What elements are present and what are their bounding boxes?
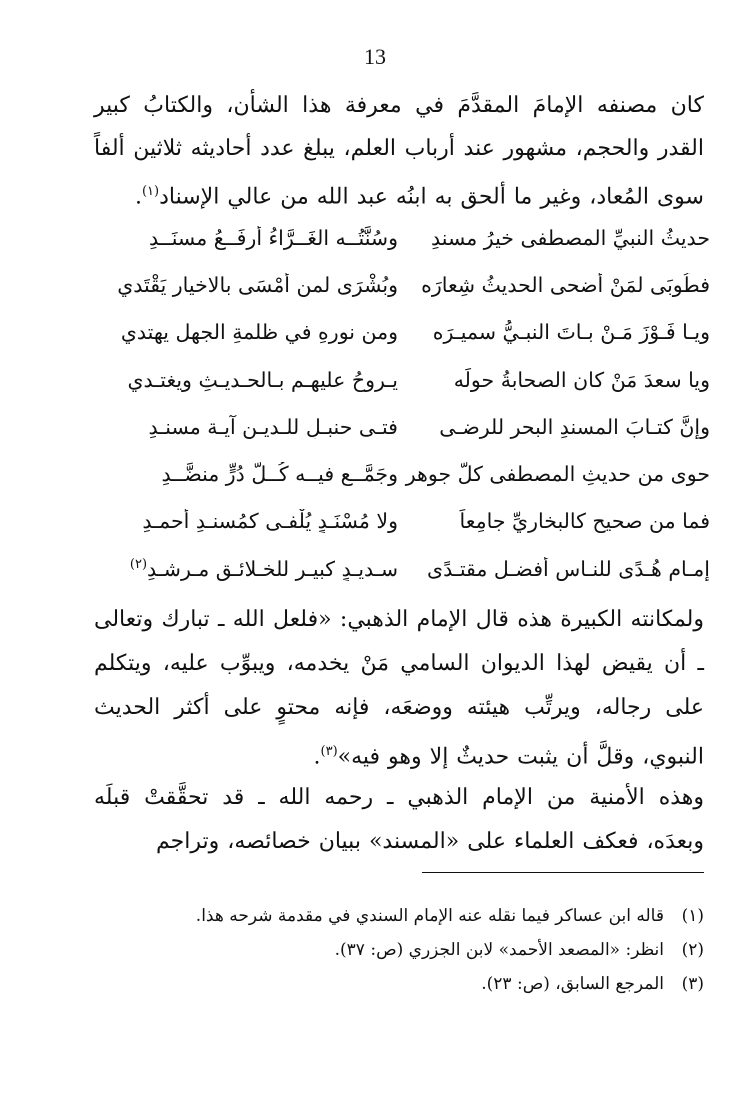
verse-first-hemistich: ويـا فَـوْزَ مَـنْ بـاتَ النبـيُّ سميـرَه xyxy=(432,320,710,345)
footnote-ref-2: (٢) xyxy=(129,556,148,572)
footnote-text: المرجع السابق، (ص: ٢٣). xyxy=(481,974,664,994)
verse-first-hemistich: فطُوبَى لمَنْ أضحى الحديثُ شِعارَه xyxy=(421,272,710,297)
poem-verse xyxy=(80,403,710,450)
intro-paragraph-text: كان مصنفه الإمامَ المقدَّمَ في معرفة هذا الشأن، والكتابُ كبير القدر والحجم، مشهور عند أرباب العلم، يبلغ عدد أحاديثه ثلاثين ألفاً سوى المُعاد، وغير ما ألحق به ابنُه عبد الله من عالي الإسناد xyxy=(94,93,704,210)
verse-first-hemistich: حوى من حديثِ المصطفى كلَّ جوهرٍ xyxy=(405,462,710,487)
footnote-number: (٣) xyxy=(681,974,704,994)
verse-second-hemistich: ومن نورهِ في ظلمةِ الجهلِ يهتدي xyxy=(120,320,398,345)
footnote-divider xyxy=(422,872,704,873)
closing-paragraph-text: وهذه الأمنية من الإمام الذهبي ـ رحمه الله ـ قد تحقَّقتْ قبلَه وبعدَه، فعكف العلماء على «المسند» ببيان خصائصه، وتراجم xyxy=(94,785,704,854)
footnote-ref-3: (٣) xyxy=(320,744,338,759)
intro-paragraph-end: . xyxy=(134,184,142,210)
poem-verse xyxy=(80,498,710,545)
dhahabi-quote-text: ولمكانته الكبيرة هذه قال الإمام الذهبي: «فلعل الله ـ تبارك وتعالى ـ أن يقيض لهذا الديوان السامي مَنْ يخدمه، ويبوِّب عليه، ويتكلم على رجاله، ويرتِّب هيئته ووضعَه، فإنه محتوٍ على أكثر الحديث النبوي، وقلَّ أن يثبت حديثٌ إلا وهو فيه» xyxy=(94,607,704,770)
closing-paragraph xyxy=(94,776,704,864)
footnote-ref-1: (١) xyxy=(141,184,160,199)
poem-verse xyxy=(80,214,710,261)
verse-first-hemistich: حديثُ النبيِّ المصطفى خيرُ مسندِ xyxy=(431,225,710,250)
footnote-text: قاله ابن عساكر فيما نقله عنه الإمام السندي في مقدمة شرحه هذا. xyxy=(195,906,664,926)
verse-second-hemistich: وجَمَّــع فيــه كُــلَّ دُرٍّ منضَّــدِ xyxy=(161,462,398,487)
verse-second-hemistich: وبُشْرَى لمن أَمْسَى بالاخيارِ يَقْتَدي xyxy=(117,272,398,297)
verse-second-hemistich: وسُنَّتُــه الغَــرَّاءُ أرفَــعُ مسنَــدِ xyxy=(148,225,398,250)
poem-verse xyxy=(80,309,710,356)
poem-verse xyxy=(80,545,710,592)
footnotes-list xyxy=(90,899,704,1001)
verse-second-hemistich: يـروحُ عليهـم بـالحـديـثِ ويغتـدي xyxy=(127,367,398,392)
footnote-number: (١) xyxy=(681,906,704,926)
footnote xyxy=(90,967,704,1001)
poem xyxy=(80,214,710,592)
intro-paragraph xyxy=(94,84,704,218)
verse-second-hemistich: ولا مُسْنَـدٍ يُلْفـى كمُسنـدِ أحمـدِ xyxy=(142,509,398,534)
poem-verse xyxy=(80,261,710,308)
dhahabi-quote-end: . xyxy=(313,744,321,770)
footnote xyxy=(90,933,704,967)
verse-second-hemistich: فتـى حنبـلٍ للـديـن آيـة مسنـدِ xyxy=(148,414,398,439)
verse-first-hemistich: إمـامِ هُـدًى للنـاسِ أفضـلِ مقتـدًى xyxy=(427,556,710,581)
verse-second-hemistich: سـديـدٍ كبيـرٍ للخـلائـقِ مـرشـدِ xyxy=(147,556,398,581)
dhahabi-quote-paragraph xyxy=(94,598,704,779)
poem-verse xyxy=(80,356,710,403)
verse-second-hemistich-with-ref xyxy=(80,557,398,581)
footnote xyxy=(90,899,704,933)
poem-verse xyxy=(80,450,710,497)
verse-first-hemistich: ويا سعدَ مَنْ كان الصحابةُ حولَه xyxy=(453,367,710,392)
verse-first-hemistich: فما من صحيحٍ كالبخاريِّ جامِعاً xyxy=(459,509,710,534)
page-number: 13 xyxy=(364,44,386,69)
footnote-number: (٢) xyxy=(681,940,704,960)
footnote-text: انظر: «المصعد الأحمد» لابن الجزري (ص: ٣٧). xyxy=(334,940,664,960)
verse-first-hemistich: وإنَّ كتـابَ المسندِ البحرِ للرضـى xyxy=(439,414,710,439)
